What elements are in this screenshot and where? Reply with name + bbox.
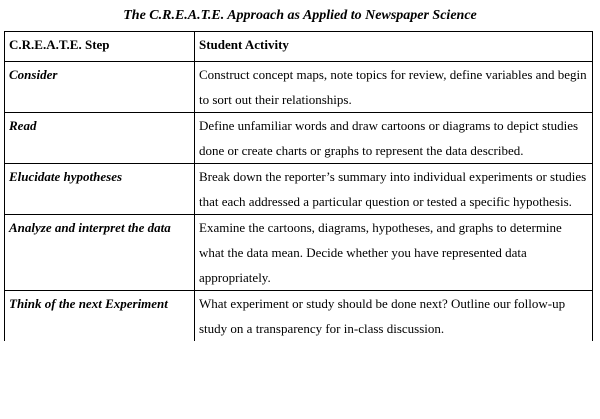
table-title: The C.R.E.A.T.E. Approach as Applied to Newspaper Science — [123, 8, 477, 23]
table-row — [5, 62, 593, 113]
header-step: C.R.E.A.T.E. Step — [5, 32, 195, 62]
step-cell: Think of the next Experiment — [5, 291, 195, 342]
table-row — [5, 164, 593, 215]
activity-cell: Define unfamiliar words and draw cartoons or diagrams to depict studies done or create charts or graphs to represent the data described. — [195, 113, 593, 164]
activity-cell: Construct concept maps, note topics for review, define variables and begin to sort out their relationships. — [195, 62, 593, 113]
step-cell: Analyze and interpret the data — [5, 215, 195, 291]
step-cell: Elucidate hypotheses — [5, 164, 195, 215]
activity-cell: What experiment or study should be done next? Outline our follow-up study on a transparency for in-class discussion. — [195, 291, 593, 342]
activity-cell: Examine the cartoons, diagrams, hypotheses, and graphs to determine what the data mean. Decide whether you have represented data appropriately. — [195, 215, 593, 291]
table-header-row — [5, 32, 593, 62]
activity-cell: Break down the reporter’s summary into individual experiments or studies that each addressed a particular question or tested a specific hypothesis. — [195, 164, 593, 215]
table-row — [5, 215, 593, 291]
step-cell: Read — [5, 113, 195, 164]
create-approach-table — [4, 31, 593, 341]
header-activity: Student Activity — [195, 32, 593, 62]
step-cell: Consider — [5, 62, 195, 113]
table-row — [5, 291, 593, 342]
table-row — [5, 113, 593, 164]
